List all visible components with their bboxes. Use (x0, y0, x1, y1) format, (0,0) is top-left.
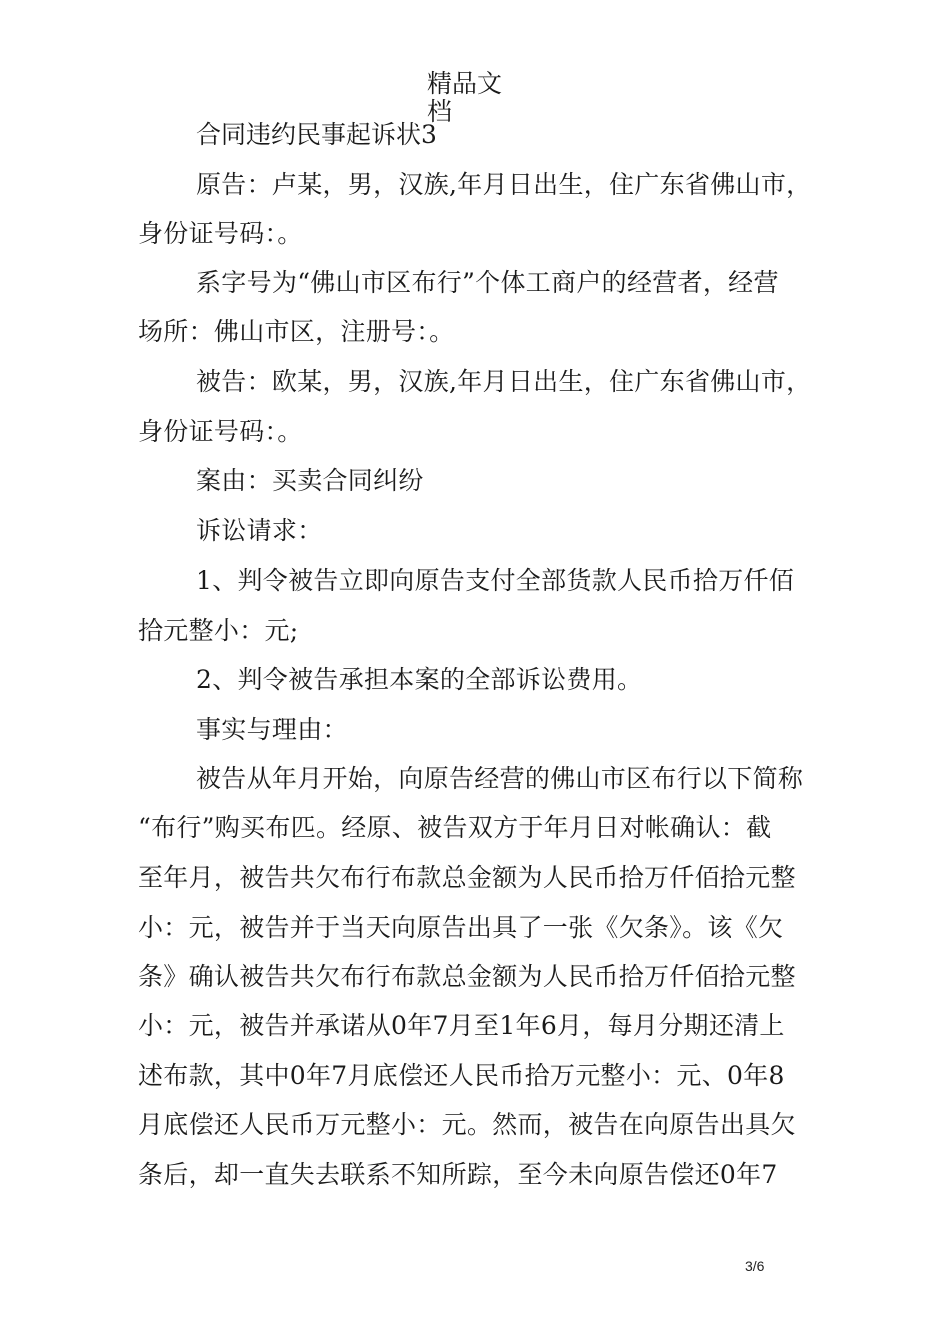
paragraph-line: 事实与理由： (196, 715, 348, 744)
paragraph-line: 小：元，被告并于当天向原告出具了一张《欠条》。该《欠 (138, 913, 784, 942)
paragraph-line: 身份证号码：。 (138, 219, 303, 248)
paragraph-line: 案由：买卖合同纠纷 (196, 466, 424, 495)
paragraph-line: 1、判令被告立即向原告支付全部货款人民币拾万仟佰 (196, 566, 795, 595)
header-line-2: 档 (427, 97, 453, 126)
paragraph-line: 条》确认被告共欠布行布款总金额为人民币拾万仟佰拾元整 (138, 962, 796, 991)
paragraph-line: 述布款，其中0年7月底偿还人民币拾万元整小：元、0年8 (138, 1061, 785, 1090)
paragraph-line: 小：元，被告并承诺从0年7月至1年6月，每月分期还清上 (138, 1011, 785, 1040)
page-number: 3/6 (745, 1258, 765, 1274)
paragraph-line: 诉讼请求： (196, 516, 323, 545)
paragraph-line: 至年月，被告共欠布行布款总金额为人民币拾万仟佰拾元整 (138, 863, 796, 892)
header-line-1: 精品文 (427, 69, 503, 98)
page-header (0, 70, 950, 126)
paragraph-line: 系字号为“佛山市区布行”个体工商户的经营者，经营 (196, 268, 779, 297)
paragraph-line: “布行”购买布匹。经原、被告双方于年月日对帐确认：截 (138, 813, 772, 842)
paragraph-line: 条后，却一直失去联系不知所踪，至今未向原告偿还0年7 (138, 1160, 778, 1189)
paragraph-line: 被告从年月开始，向原告经营的佛山市区布行以下简称 (196, 764, 804, 793)
paragraph-line: 拾元整小：元; (138, 616, 299, 645)
paragraph-line: 月底偿还人民币万元整小：元。然而，被告在向原告出具欠 (138, 1110, 796, 1139)
paragraph-line: 被告：欧某，男，汉族,年月日出生，住广东省佛山市， (196, 367, 812, 396)
paragraph-line: 身份证号码：。 (138, 417, 303, 446)
paragraph-line: 原告：卢某，男，汉族,年月日出生，住广东省佛山市， (196, 170, 812, 199)
paragraph-line: 场所：佛山市区，注册号：。 (138, 317, 455, 346)
paragraph-line: 2、判令被告承担本案的全部诉讼费用。 (196, 665, 643, 694)
document-title: 合同违约民事起诉状3 (196, 120, 437, 149)
